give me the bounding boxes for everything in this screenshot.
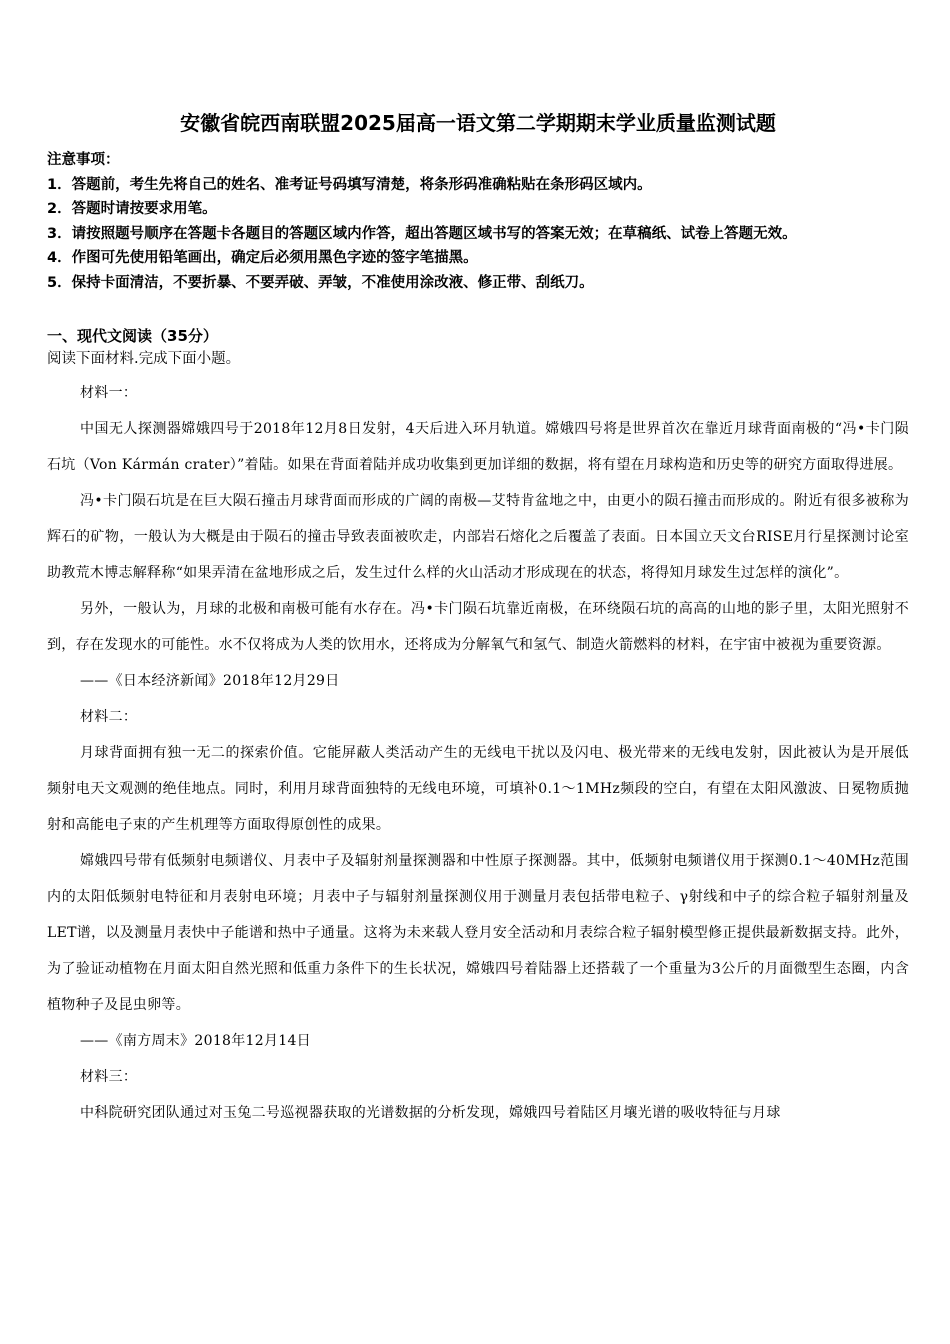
section-heading: 一、现代文阅读（35分） [47,327,218,345]
page-title: 安徽省皖西南联盟2025届高一语文第二学期期末学业质量监测试题 [180,111,776,135]
material-1-paragraph-1: 中国无人探测器嫦娥四号于2018年12月8日发射，4天后进入环月轨道。嫦娥四号将是世界首次在靠近月球背面南极的“冯•卡门陨石坑（Von Kármán crater）”着陆。如果在背面着陆并成功收集到更加详细的数据，将有望在月球构造和历史等的研究方面取得进展。 [47,421,909,473]
material-1-paragraph-3: 另外，一般认为，月球的北极和南极可能有水存在。冯•卡门陨石坑靠近南极，在环绕陨石坑的高高的山地的影子里，太阳光照射不到，存在发现水的可能性。水不仅将成为人类的饮用水，还将成为分解氧气和氢气、制造火箭燃料的材料，在宇宙中被视为重要资源。 [47,601,909,653]
reading-materials [47,375,909,1131]
material-3-paragraph-1: 中科院研究团队通过对玉兔二号巡视器获取的光谱数据的分析发现，嫦娥四号着陆区月壤光谱的吸收特征与月球 [80,1105,781,1121]
material-3-label: 材料三： [80,1069,138,1085]
material-2-paragraph-1: 月球背面拥有独一无二的探索价值。它能屏蔽人类活动产生的无线电干扰以及闪电、极光带来的无线电发射，因此被认为是开展低频射电天文观测的绝佳地点。同时，利用月球背面独特的无线电环境，可填补0.1～1MHz频段的空白，有望在太阳风激波、日冕物质抛射和高能电子束的产生机理等方面取得原创性的成果。 [47,745,909,833]
exam-page [47,108,909,1131]
material-1-label: 材料一： [80,385,138,401]
section-instruction: 阅读下面材料.完成下面小题。 [47,351,241,367]
material-1-source: ——《日本经济新闻》2018年12月29日 [80,673,340,689]
material-2-source: ——《南方周末》2018年12月14日 [80,1033,311,1049]
material-2-paragraph-2: 嫦娥四号带有低频射电频谱仪、月表中子及辐射剂量探测器和中性原子探测器。其中，低频射电频谱仪用于探测0.1～40MHz范围内的太阳低频射电特征和月表射电环境；月表中子与辐射剂量探测仪用于测量月表包括带电粒子、γ射线和中子的综合粒子辐射剂量及LET谱，以及测量月表快中子能谱和热中子通量。这将为未来载人登月安全活动和月表综合粒子辐射模型修正提供最新数据支持。此外，为了验证动植物在月面太阳自然光照和低重力条件下的生长状况，嫦娥四号着陆器上还搭载了一个重量为3公斤的月面微型生态圈，内含植物种子及昆虫卵等。 [47,853,909,1013]
material-1-paragraph-2: 冯•卡门陨石坑是在巨大陨石撞击月球背面而形成的广阔的南极—艾特肯盆地之中，由更小的陨石撞击而形成的。附近有很多被称为辉石的矿物，一般认为大概是由于陨石的撞击导致表面被吹走，内部岩石熔化之后覆盖了表面。日本国立天文台RISE月行星探测讨论室助教荒木博志解释称“如果弄清在盆地形成之后，发生过什么样的火山活动才形成现在的状态，将得知月球发生过怎样的演化”。 [47,493,909,581]
notice-item-3: 3．请按照题号顺序在答题卡各题目的答题区域内作答，超出答题区域书写的答案无效；在草稿纸、试卷上答题无效。 [47,225,797,242]
notice-item-2: 2．答题时请按要求用笔。 [47,201,217,217]
material-2-label: 材料二： [80,709,138,725]
notice-block [47,148,909,295]
notice-item-4: 4．作图可先使用铅笔画出，确定后必须用黑色字迹的签字笔描黑。 [47,250,478,266]
notice-item-1: 1．答题前，考生先将自己的姓名、准考证号码填写清楚，将条形码准确粘贴在条形码区域内。 [47,176,652,193]
notice-item-5: 5．保持卡面清洁，不要折暴、不要弄破、弄皱，不准使用涂改液、修正带、刮纸刀。 [47,274,594,291]
notice-heading: 注意事项： [47,152,120,168]
